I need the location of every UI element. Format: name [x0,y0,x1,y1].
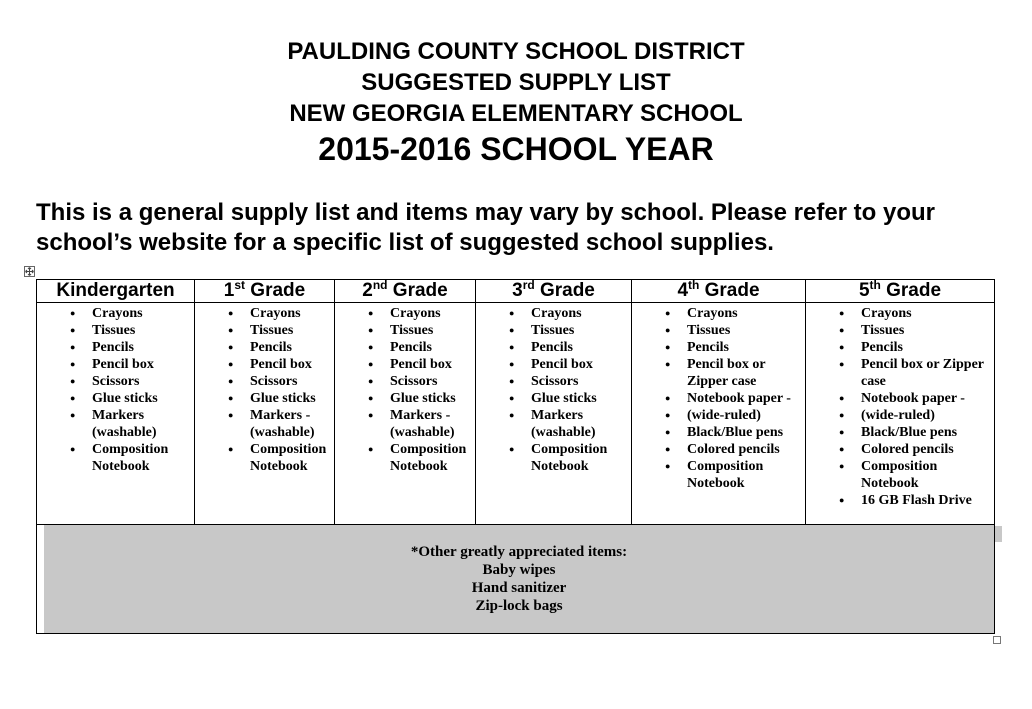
column-header-grade-1: 1st Grade [195,280,335,303]
list-item: ● Black/Blue pens [806,424,994,441]
list-item: ● Crayons [632,305,805,322]
list-item: ● Pencils [37,339,194,356]
list-item: ● 16 GB Flash Drive [806,492,994,509]
supply-list [195,303,334,475]
school-name: NEW GEORGIA ELEMENTARY SCHOOL [289,100,743,127]
extras-item: Baby wipes [482,562,556,578]
supply-list [335,303,475,475]
list-item: ● Pencil box or Zipper case [806,356,994,390]
supply-list [476,303,631,475]
grade-1-supplies [195,303,335,525]
list-item: ● Composition Notebook [335,441,475,475]
list-item: ● Pencils [335,339,475,356]
supply-table [36,279,995,634]
list-item: ● Pencil box [195,356,334,373]
column-header-grade-2: 2nd Grade [335,280,476,303]
list-item: ● Pencils [476,339,631,356]
list-item: ● Pencils [195,339,334,356]
list-item: ● Composition Notebook [476,441,631,475]
list-item: ● Glue sticks [476,390,631,407]
list-item: ● Pencil box [476,356,631,373]
list-item: ● Composition Notebook [37,441,194,475]
document-heading [0,36,1032,129]
grade-3-supplies [476,303,632,525]
list-item: ● Glue sticks [37,390,194,407]
supply-list [806,303,994,509]
extras-row [37,525,995,634]
list-item: ● (wide-ruled) [632,407,805,424]
table-resize-handle-icon[interactable] [993,636,1001,644]
school-year: 2015-2016 SCHOOL YEAR [318,131,714,167]
list-item: ● Scissors [335,373,475,390]
extras-cell [37,525,995,634]
supply-items-row [37,303,995,525]
list-item: ● Markers (washable) [476,407,631,441]
list-item: ● Glue sticks [195,390,334,407]
extras-item: Hand sanitizer [471,580,567,596]
column-header-kindergarten: Kindergarten [37,280,195,303]
list-item: ● Tissues [806,322,994,339]
list-item: ● Pencils [632,339,805,356]
list-item: ● Colored pencils [806,441,994,458]
grade-header-row [37,280,995,303]
list-item: ● Markers (washable) [37,407,194,441]
list-title: SUGGESTED SUPPLY LIST [361,69,671,96]
list-item: ● Scissors [476,373,631,390]
list-item: ● Crayons [195,305,334,322]
intro-paragraph: This is a general supply list and items may vary by school. Please refer to your school’s website for a specific list of suggested school supplies. [36,199,936,256]
grade-4-supplies [632,303,806,525]
list-item: ● Black/Blue pens [632,424,805,441]
kindergarten-supplies [37,303,195,525]
supply-list [37,303,194,475]
list-item: ● Glue sticks [335,390,475,407]
list-item: ● Composition Notebook [806,458,994,492]
list-item: ● Tissues [195,322,334,339]
list-item: ● Colored pencils [632,441,805,458]
list-item: ● Pencil box [37,356,194,373]
column-header-grade-5: 5th Grade [806,280,995,303]
table-move-handle-icon[interactable] [24,266,35,277]
list-item: ● Notebook paper - [632,390,805,407]
list-item: ● Tissues [632,322,805,339]
list-item: ● Markers - (washable) [195,407,334,441]
list-item: ● Pencil box [335,356,475,373]
list-item: ● Composition Notebook [632,458,805,492]
list-item: ● Notebook paper - [806,390,994,407]
list-item: ● (wide-ruled) [806,407,994,424]
extras-shaded-box [44,525,994,633]
list-item: ● Markers - (washable) [335,407,475,441]
list-item: ● Tissues [335,322,475,339]
extras-item: Zip-lock bags [475,598,563,614]
column-header-grade-3: 3rd Grade [476,280,632,303]
district-name: PAULDING COUNTY SCHOOL DISTRICT [287,38,745,65]
list-item: ● Tissues [37,322,194,339]
list-item: ● Crayons [806,305,994,322]
column-header-grade-4: 4th Grade [632,280,806,303]
grade-5-supplies [806,303,995,525]
extras-title: *Other greatly appreciated items: [410,544,628,560]
grade-2-supplies [335,303,476,525]
shading-overflow [994,526,1002,542]
list-item: ● Tissues [476,322,631,339]
list-item: ● Crayons [37,305,194,322]
list-item: ● Crayons [476,305,631,322]
list-item: ● Pencil box or Zipper case [632,356,805,390]
list-item: ● Composition Notebook [195,441,334,475]
list-item: ● Scissors [37,373,194,390]
list-item: ● Crayons [335,305,475,322]
list-item: ● Scissors [195,373,334,390]
list-item: ● Pencils [806,339,994,356]
supply-list [632,303,805,492]
